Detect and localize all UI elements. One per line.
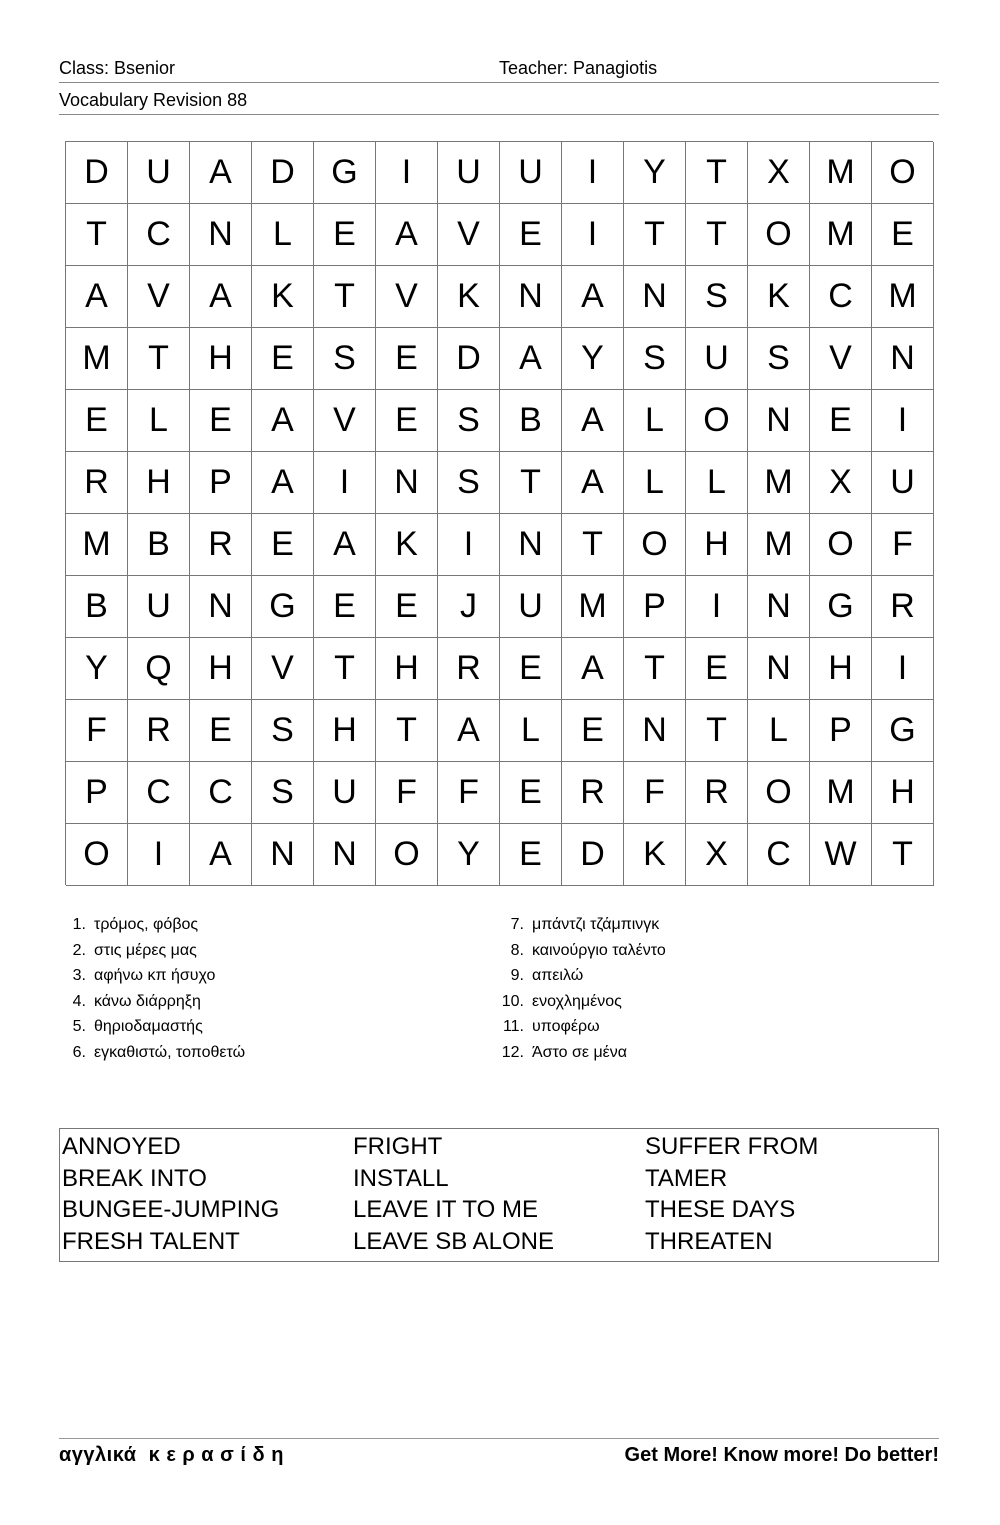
grid-cell: M (810, 762, 872, 824)
grid-cell: U (500, 576, 562, 638)
word-search-grid (65, 141, 933, 885)
grid-cell: K (252, 266, 314, 328)
grid-cell: Q (128, 638, 190, 700)
grid-cell: N (748, 576, 810, 638)
grid-cell: O (66, 824, 128, 886)
grid-cell: H (128, 452, 190, 514)
grid-cell: I (314, 452, 376, 514)
clue-text: απειλώ (532, 967, 584, 985)
teacher-label: Teacher: Panagiotis (499, 58, 658, 78)
grid-cell: S (748, 328, 810, 390)
grid-cell: Y (624, 142, 686, 204)
grid-cell: U (314, 762, 376, 824)
grid-cell: E (686, 638, 748, 700)
grid-cell: O (624, 514, 686, 576)
clue-number: 8. (510, 941, 524, 959)
clue-number: 11. (502, 1018, 524, 1036)
clue-text: κάνω διάρρηξη (94, 992, 201, 1010)
grid-cell: U (128, 142, 190, 204)
grid-cell: N (748, 638, 810, 700)
word-bank-item: BREAK INTO (62, 1164, 207, 1192)
grid-cell: D (438, 328, 500, 390)
grid-cell: U (872, 452, 934, 514)
grid-cell: M (748, 514, 810, 576)
grid-cell: O (810, 514, 872, 576)
grid-cell: A (190, 824, 252, 886)
grid-cell: H (314, 700, 376, 762)
grid-cell: R (128, 700, 190, 762)
grid-cell: T (686, 700, 748, 762)
clue-text: στις μέρες μας (94, 941, 197, 959)
header-title-row (59, 90, 939, 115)
grid-cell: O (748, 762, 810, 824)
word-bank-item: INSTALL (353, 1164, 449, 1192)
clue-number: 6. (72, 1043, 86, 1061)
grid-cell: Y (66, 638, 128, 700)
grid-cell: D (66, 142, 128, 204)
grid-cell: X (810, 452, 872, 514)
grid-cell: L (252, 204, 314, 266)
grid-cell: T (376, 700, 438, 762)
grid-cell: I (562, 204, 624, 266)
grid-cell: B (66, 576, 128, 638)
grid-cell: F (438, 762, 500, 824)
grid-cell: K (376, 514, 438, 576)
grid-cell: E (314, 576, 376, 638)
grid-cell: E (500, 204, 562, 266)
grid-cell: D (562, 824, 624, 886)
grid-cell: N (376, 452, 438, 514)
word-bank-column-2 (353, 1131, 554, 1257)
grid-cell: B (500, 390, 562, 452)
word-bank-item: TAMER (645, 1164, 728, 1192)
grid-cell: E (376, 328, 438, 390)
grid-cell: L (686, 452, 748, 514)
clue-number: 9. (510, 967, 524, 985)
grid-cell: L (748, 700, 810, 762)
grid-cell: A (376, 204, 438, 266)
grid-cell: A (252, 452, 314, 514)
clue-text: τρόμος, φόβος (94, 916, 199, 933)
grid-cell: S (314, 328, 376, 390)
grid-cell: F (66, 700, 128, 762)
grid-cell: G (810, 576, 872, 638)
grid-cell: E (252, 328, 314, 390)
grid-cell: C (748, 824, 810, 886)
grid-cell: T (500, 452, 562, 514)
grid-cell: P (624, 576, 686, 638)
clue-item (62, 1014, 245, 1040)
grid-cell: N (500, 514, 562, 576)
clue-text: Άστο σε μένα (532, 1043, 628, 1061)
grid-cell: D (252, 142, 314, 204)
grid-cell: R (872, 576, 934, 638)
grid-cell: U (500, 142, 562, 204)
grid-cell: M (66, 514, 128, 576)
clue-text: αφήνω κπ ήσυχο (94, 967, 216, 985)
grid-cell: N (748, 390, 810, 452)
page-title: Vocabulary Revision 88 (59, 90, 248, 110)
grid-cell: A (190, 142, 252, 204)
grid-cell: V (128, 266, 190, 328)
grid-cell: V (252, 638, 314, 700)
word-bank-column-1 (62, 1131, 279, 1257)
clue-item (62, 912, 245, 938)
clue-item (500, 963, 666, 989)
grid-cell: S (252, 762, 314, 824)
grid-cell: J (438, 576, 500, 638)
grid-cell: L (128, 390, 190, 452)
grid-cell: S (686, 266, 748, 328)
grid-cell: A (438, 700, 500, 762)
clue-item (62, 938, 245, 964)
clue-text: μπάντζι τζάμπινγκ (532, 916, 660, 933)
grid-cell: A (252, 390, 314, 452)
footer-slogan: Get More! Know more! Do better! (624, 1444, 939, 1466)
grid-cell: E (190, 390, 252, 452)
footer (59, 1438, 939, 1479)
grid-cell: E (810, 390, 872, 452)
grid-cell: N (314, 824, 376, 886)
word-bank-item: LEAVE IT TO ME (353, 1196, 538, 1223)
clue-number: 3. (72, 967, 86, 985)
grid-cell: F (624, 762, 686, 824)
grid-cell: X (686, 824, 748, 886)
grid-cell: R (438, 638, 500, 700)
grid-cell: A (314, 514, 376, 576)
grid-cell: U (438, 142, 500, 204)
grid-cell: V (314, 390, 376, 452)
grid-cell: C (128, 762, 190, 824)
grid-cell: U (686, 328, 748, 390)
grid-cell: T (872, 824, 934, 886)
clue-text: καινούργιο ταλέντο (532, 941, 666, 959)
clue-text: εγκαθιστώ, τοποθετώ (94, 1043, 246, 1061)
clue-text: ενοχλημένος (532, 992, 622, 1010)
grid-cell: N (624, 266, 686, 328)
grid-cell: V (810, 328, 872, 390)
grid-cell: E (376, 576, 438, 638)
clue-item (500, 1014, 666, 1040)
word-bank-item: LEAVE SB ALONE (353, 1227, 554, 1255)
grid-cell: H (376, 638, 438, 700)
grid-cell: H (810, 638, 872, 700)
grid-cell: I (562, 142, 624, 204)
grid-cell: R (66, 452, 128, 514)
grid-cell: Y (438, 824, 500, 886)
grid-cell: E (314, 204, 376, 266)
grid-cell: T (686, 142, 748, 204)
grid-cell: Y (562, 328, 624, 390)
clue-number: 2. (72, 941, 86, 959)
grid-cell: I (438, 514, 500, 576)
grid-cell: L (624, 452, 686, 514)
grid-cell: H (190, 638, 252, 700)
clue-number: 1. (72, 916, 86, 933)
grid-cell: K (624, 824, 686, 886)
clue-item (62, 1040, 245, 1066)
grid-cell: T (624, 638, 686, 700)
word-bank-item: FRIGHT (353, 1133, 443, 1160)
grid-cell: T (314, 638, 376, 700)
word-bank-item: FRESH TALENT (62, 1227, 240, 1255)
clue-text: υποφέρω (532, 1018, 600, 1036)
grid-cell: W (810, 824, 872, 886)
grid-cell: N (500, 266, 562, 328)
grid-cell: M (810, 204, 872, 266)
grid-cell: E (376, 390, 438, 452)
grid-cell: M (872, 266, 934, 328)
grid-cell: R (190, 514, 252, 576)
clue-text: θηριοδαμαστής (94, 1018, 203, 1036)
clue-item (62, 963, 245, 989)
clue-item (500, 912, 666, 938)
grid-cell: E (500, 824, 562, 886)
grid-cell: G (314, 142, 376, 204)
grid-cell: H (686, 514, 748, 576)
word-bank-column-3 (645, 1131, 818, 1257)
word-bank-item: THESE DAYS (645, 1196, 796, 1223)
grid-cell: G (252, 576, 314, 638)
grid-cell: C (128, 204, 190, 266)
word-bank-item: THREATEN (645, 1227, 773, 1255)
grid-cell: E (562, 700, 624, 762)
clue-number: 7. (510, 916, 524, 933)
word-bank-item: BUNGEE-JUMPING (62, 1196, 280, 1223)
grid-cell: U (128, 576, 190, 638)
grid-cell: N (190, 576, 252, 638)
grid-cell: F (376, 762, 438, 824)
clue-item (500, 1040, 666, 1066)
grid-cell: N (872, 328, 934, 390)
grid-cell: P (66, 762, 128, 824)
grid-cell: T (66, 204, 128, 266)
clue-number: 5. (72, 1018, 86, 1036)
grid-cell: I (872, 638, 934, 700)
header-class-teacher-row (59, 58, 939, 83)
grid-cell: K (748, 266, 810, 328)
grid-cell: I (686, 576, 748, 638)
grid-cell: E (500, 762, 562, 824)
grid-cell: S (252, 700, 314, 762)
word-bank-item: ANNOYED (62, 1133, 181, 1160)
grid-cell: G (872, 700, 934, 762)
grid-cell: L (624, 390, 686, 452)
grid-cell: R (562, 762, 624, 824)
clue-number: 10. (501, 992, 524, 1010)
grid-cell: K (438, 266, 500, 328)
grid-cell: S (438, 452, 500, 514)
word-bank-item: SUFFER FROM (645, 1133, 819, 1160)
grid-cell: S (438, 390, 500, 452)
clue-item (500, 938, 666, 964)
grid-cell: T (624, 204, 686, 266)
grid-cell: H (872, 762, 934, 824)
grid-cell: A (562, 390, 624, 452)
grid-cell: N (252, 824, 314, 886)
grid-cell: X (748, 142, 810, 204)
grid-cell: A (66, 266, 128, 328)
grid-cell: O (686, 390, 748, 452)
grid-cell: O (872, 142, 934, 204)
clue-number: 12. (501, 1043, 524, 1061)
grid-cell: O (376, 824, 438, 886)
grid-cell: T (128, 328, 190, 390)
grid-cell: L (500, 700, 562, 762)
grid-cell: M (748, 452, 810, 514)
grid-cell: M (562, 576, 624, 638)
word-bank (59, 1128, 939, 1262)
grid-cell: F (872, 514, 934, 576)
grid-cell: P (190, 452, 252, 514)
footer-brand: αγγλικά κ ε ρ α σ ί δ η (59, 1444, 284, 1466)
grid-cell: I (128, 824, 190, 886)
grid-cell: E (252, 514, 314, 576)
grid-cell: R (686, 762, 748, 824)
grid-cell: A (562, 452, 624, 514)
class-label: Class: Bsenior (59, 58, 176, 78)
grid-cell: V (376, 266, 438, 328)
grid-cell: A (562, 638, 624, 700)
grid-cell: T (686, 204, 748, 266)
grid-cell: T (314, 266, 376, 328)
grid-cell: M (66, 328, 128, 390)
grid-cell: A (500, 328, 562, 390)
grid-cell: E (190, 700, 252, 762)
grid-cell: A (562, 266, 624, 328)
grid-cell: N (624, 700, 686, 762)
grid-cell: I (872, 390, 934, 452)
grid-cell: B (128, 514, 190, 576)
grid-cell: E (872, 204, 934, 266)
grid-cell: C (190, 762, 252, 824)
clue-item (500, 989, 666, 1015)
grid-cell: A (190, 266, 252, 328)
grid-cell: H (190, 328, 252, 390)
clue-number: 4. (72, 992, 86, 1010)
grid-cell: S (624, 328, 686, 390)
grid-cell: I (376, 142, 438, 204)
clue-list-left (62, 912, 245, 1066)
grid-cell: T (562, 514, 624, 576)
clue-item (62, 989, 245, 1015)
grid-cell: N (190, 204, 252, 266)
grid-cell: V (438, 204, 500, 266)
grid-cell: P (810, 700, 872, 762)
grid-cell: M (810, 142, 872, 204)
grid-cell: O (748, 204, 810, 266)
grid-cell: E (66, 390, 128, 452)
clue-list-right (500, 912, 666, 1066)
grid-cell: E (500, 638, 562, 700)
grid-cell: C (810, 266, 872, 328)
